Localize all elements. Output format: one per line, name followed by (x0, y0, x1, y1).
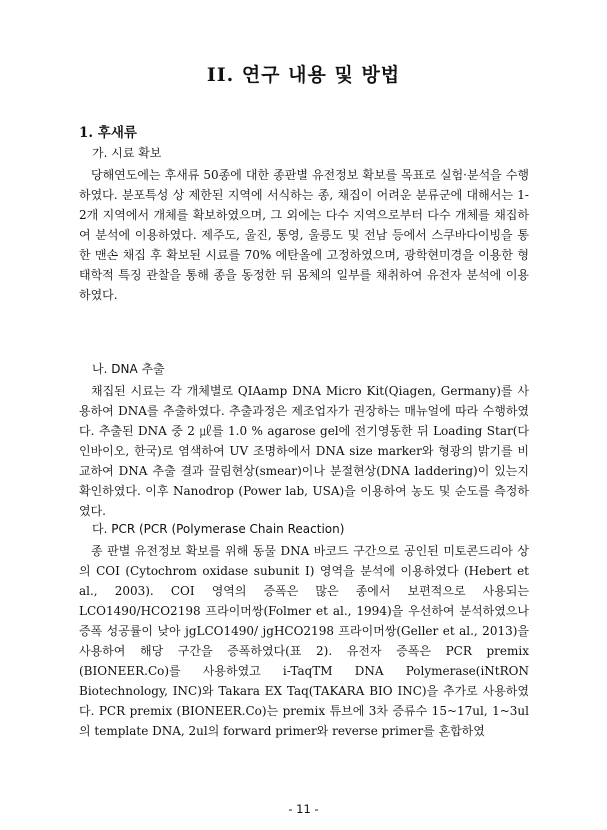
section-heading: 1. 후새류 (79, 125, 137, 141)
page-number: - 11 - (288, 802, 319, 816)
subsection-heading-a: 가. 시료 확보 (92, 146, 162, 160)
paragraph-pcr (79, 541, 529, 741)
paragraph-text: 채집된 시료는 각 개체별로 QIAamp DNA Micro Kit(Qiagen, Germany)를 사용하여 DNA를 추출하였다. 추출과정은 제조업자가 권장하는 매뉴얼에 따라 수행하였다. 추출된 DNA 중 2 ㎕를 1.0 % agarose gel에 전기영동한 뒤 Loading Star(다인바이오, 한국)로 염색하여 UV 조명하에서 DNA size marker와 형광의 밝기를 비교하여 DNA 추출 결과 끌림현상(smear)이나 분절현상(DNA laddering)이 있는지 확인하였다. 이후 Nanodrop (Power lab, USA)을 이용하여 농도 및 순도를 측정하였다. (79, 384, 529, 518)
paragraph-text: 당해연도에는 후새류 50종에 대한 종판별 유전정보 확보를 목표로 실험·분석을 수행하였다. 분포특성 상 제한된 지역에 서식하는 종, 채집이 어려운 분류군에 대해서는 1-2개 지역에서 개체를 확보하였으며, 그 외에는 다수 지역으로부터 다수 개체를 채집하여 분석에 이용하였다. 제주도, 울진, 통영, 울릉도 및 전남 등에서 스쿠바다이빙을 통한 맨손 채집 후 확보된 시료를 70% 에탄올에 고정하였으며, 광학현미경을 이용한 형태학적 특징 관찰을 통해 종을 동정한 뒤 몸체의 일부를 채취하여 유전자 분석에 이용하였다. (79, 168, 529, 302)
subsection-heading-c: 다. PCR (PCR (Polymerase Chain Reaction) (92, 522, 345, 536)
paragraph-dna-extraction (79, 381, 529, 521)
paragraph-text: 종 판별 유전정보 확보를 위해 동물 DNA 바코드 구간으로 공인된 미토콘드리아 상의 COI (Cytochrom oxidase subunit I) 영역을 분석에 이용하였다 (Hebert et al., 2003). COI 영역의 증폭은 많은 종에서 보편적으로 사용되는 LCO1490/HCO2198 프라이머쌍(Folmer et al., 1994)을 우선하여 분석하였으나 증폭 성공률이 낮아 jgLCO1490/ jgHCO2198 프라이머쌍(Geller et al., 2013)을 사용하여 해당 구간을 증폭하였다(표 2). 유전자 증폭은 PCR premix (BIONEER.Co)를 사용하였고 i-TaqTM DNA Polymerase(iNtRON Biotechnology, INC)와 Takara EX Taq(TAKARA BIO INC)을 추가로 사용하였다. PCR premix (BIONEER.Co)는 premix 튜브에 3차 증류수 15~17ul, 1~3ul의 template DNA, 2ul의 forward primer와 reverse primer를 혼합하였 (79, 544, 529, 738)
subsection-heading-b: 나. DNA 추출 (92, 362, 165, 376)
paragraph-sample-collection (79, 165, 529, 305)
page-title: II. 연구 내용 및 방법 (206, 64, 401, 86)
